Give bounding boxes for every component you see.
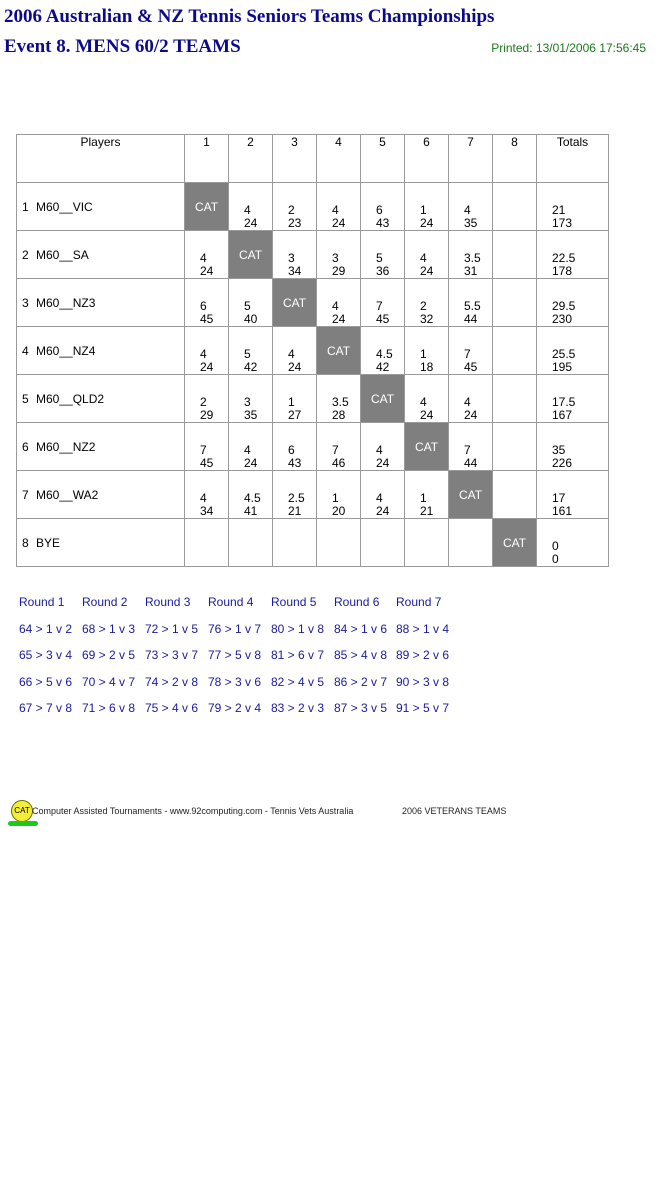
cat-cell [449, 471, 493, 519]
total-score: 0 [552, 539, 559, 553]
result-games: 44 [464, 312, 478, 326]
cat-cell [405, 423, 449, 471]
results-grid [16, 134, 609, 567]
logo-underline [8, 821, 38, 826]
result-games: 24 [464, 408, 478, 422]
result-games: 24 [244, 456, 258, 470]
result-cell [361, 231, 405, 279]
column-header: 2 [229, 135, 273, 183]
player-name: BYE [36, 535, 61, 550]
result-cell [449, 423, 493, 471]
result-cell [185, 519, 229, 567]
result-cell [273, 423, 317, 471]
result-score: 6 [288, 443, 295, 457]
result-cell [185, 423, 229, 471]
result-score: 5.5 [464, 299, 481, 313]
totals-header: Totals [537, 135, 609, 183]
result-cell [317, 423, 361, 471]
result-games: 42 [376, 360, 390, 374]
result-games: 24 [376, 504, 390, 518]
result-score: 4 [200, 251, 207, 265]
match-entry: 69 > 2 v 5 [82, 648, 136, 662]
result-games: 35 [244, 408, 258, 422]
player-cell [17, 471, 185, 519]
total-cell [537, 423, 609, 471]
result-cell [273, 327, 317, 375]
result-score: 4 [332, 299, 339, 313]
result-games: 24 [288, 360, 302, 374]
result-cell [449, 279, 493, 327]
column-header: 7 [449, 135, 493, 183]
table-row [17, 183, 609, 231]
result-score: 4 [464, 203, 471, 217]
page-title: 2006 Australian & NZ Tennis Seniors Teams Championships [4, 6, 495, 27]
result-cell [361, 183, 405, 231]
result-score: 2 [288, 203, 295, 217]
total-cell [537, 231, 609, 279]
result-cell [493, 423, 537, 471]
result-cell [493, 471, 537, 519]
table-row [17, 279, 609, 327]
column-header: 5 [361, 135, 405, 183]
player-cell [17, 183, 185, 231]
result-cell [229, 519, 273, 567]
result-games: 24 [244, 216, 258, 230]
result-cell [405, 231, 449, 279]
total-games: 178 [552, 264, 573, 278]
result-games: 45 [376, 312, 390, 326]
total-score: 35 [552, 443, 566, 457]
total-score: 21 [552, 203, 566, 217]
table-row [17, 471, 609, 519]
result-score: 5 [376, 251, 383, 265]
match-entry: 83 > 2 v 3 [271, 701, 325, 715]
result-cell [493, 279, 537, 327]
result-cell [361, 519, 405, 567]
column-header: 1 [185, 135, 229, 183]
result-cell [493, 183, 537, 231]
result-games: 24 [200, 360, 214, 374]
table-row [17, 375, 609, 423]
cat-label: CAT [458, 488, 483, 502]
total-score: 25.5 [552, 347, 576, 361]
event-title: Event 8. MENS 60/2 TEAMS [4, 36, 241, 57]
result-cell [405, 279, 449, 327]
player-name: M60__WA2 [36, 487, 99, 502]
result-cell [229, 471, 273, 519]
result-cell [361, 279, 405, 327]
match-entry: 87 > 3 v 5 [334, 701, 388, 715]
total-score: 17.5 [552, 395, 576, 409]
result-games: 46 [332, 456, 346, 470]
match-entry: 79 > 2 v 4 [208, 701, 262, 715]
cat-label: CAT [502, 536, 527, 550]
match-entry: 74 > 2 v 8 [145, 674, 199, 689]
result-cell [273, 375, 317, 423]
player-number: 1 [22, 199, 29, 214]
result-games: 31 [464, 264, 478, 278]
result-score: 1 [420, 347, 427, 361]
result-cell [405, 375, 449, 423]
match-entry: 85 > 4 v 8 [334, 648, 388, 662]
result-games: 45 [464, 360, 478, 374]
result-cell [317, 375, 361, 423]
result-cell [317, 183, 361, 231]
cat-cell [273, 279, 317, 327]
result-score: 4.5 [376, 347, 393, 361]
round-header: Round 4 [208, 595, 254, 609]
total-cell [537, 279, 609, 327]
result-score: 4 [376, 443, 383, 457]
match-entry: 64 > 1 v 2 [19, 621, 73, 636]
result-score: 1 [420, 491, 427, 505]
result-games: 24 [200, 264, 214, 278]
match-entry: 66 > 5 v 6 [19, 674, 73, 689]
result-games: 32 [420, 312, 434, 326]
result-score: 7 [200, 443, 207, 457]
total-cell [537, 183, 609, 231]
result-score: 3 [288, 251, 295, 265]
result-games: 40 [244, 312, 258, 326]
result-games: 20 [332, 504, 346, 518]
result-games: 24 [420, 408, 434, 422]
result-games: 24 [420, 264, 434, 278]
result-cell [361, 327, 405, 375]
player-number: 7 [22, 487, 29, 502]
result-score: 2.5 [288, 491, 305, 505]
result-score: 4 [200, 347, 207, 361]
column-header: 6 [405, 135, 449, 183]
match-entry: 81 > 6 v 7 [271, 648, 325, 662]
result-games: 29 [200, 408, 214, 422]
match-entry: 78 > 3 v 6 [208, 674, 262, 689]
result-score: 6 [376, 203, 383, 217]
cat-label: CAT [194, 200, 219, 214]
table-row [17, 231, 609, 279]
match-entry: 86 > 2 v 7 [334, 674, 388, 689]
round-header: Round 7 [396, 595, 442, 609]
result-cell [229, 327, 273, 375]
result-games: 42 [244, 360, 258, 374]
result-cell [185, 375, 229, 423]
result-score: 7 [332, 443, 339, 457]
match-entry: 72 > 1 v 5 [145, 621, 199, 636]
result-cell [449, 375, 493, 423]
player-number: 6 [22, 439, 29, 454]
printed-timestamp: Printed: 13/01/2006 17:56:45 [491, 41, 646, 55]
result-cell [185, 327, 229, 375]
match-entry: 77 > 5 v 8 [208, 648, 262, 662]
result-score: 3.5 [332, 395, 349, 409]
player-name: M60__SA [36, 247, 89, 262]
result-cell [317, 231, 361, 279]
result-cell [405, 471, 449, 519]
result-score: 7 [464, 443, 471, 457]
total-cell [537, 327, 609, 375]
player-name: M60__NZ2 [36, 439, 96, 454]
result-score: 1 [332, 491, 339, 505]
player-cell [17, 231, 185, 279]
result-cell [273, 519, 317, 567]
match-entry: 88 > 1 v 4 [396, 621, 450, 636]
total-cell [537, 519, 609, 567]
player-cell [17, 375, 185, 423]
result-cell [449, 231, 493, 279]
result-games: 36 [376, 264, 390, 278]
column-header: 4 [317, 135, 361, 183]
player-number: 8 [22, 535, 29, 550]
result-games: 24 [420, 216, 434, 230]
result-score: 3.5 [464, 251, 481, 265]
result-score: 4 [288, 347, 295, 361]
result-games: 35 [464, 216, 478, 230]
result-cell [317, 279, 361, 327]
total-cell [537, 375, 609, 423]
player-name: M60__NZ4 [36, 343, 96, 358]
result-score: 4.5 [244, 491, 261, 505]
round-header: Round 3 [145, 595, 191, 609]
cat-cell [493, 519, 537, 567]
total-games: 230 [552, 312, 573, 326]
result-cell [493, 327, 537, 375]
result-games: 34 [200, 504, 214, 518]
result-games: 45 [200, 456, 214, 470]
result-games: 43 [288, 456, 302, 470]
result-cell [449, 183, 493, 231]
player-name: M60__NZ3 [36, 295, 96, 310]
result-score: 4 [244, 203, 251, 217]
cat-label: CAT [370, 392, 395, 406]
match-entry: 70 > 4 v 7 [82, 674, 136, 689]
result-score: 4 [420, 251, 427, 265]
cat-label: CAT [282, 296, 307, 310]
result-cell [273, 231, 317, 279]
total-score: 17 [552, 491, 566, 505]
result-score: 1 [288, 395, 295, 409]
player-number: 3 [22, 295, 29, 310]
result-cell [185, 231, 229, 279]
result-cell [493, 231, 537, 279]
result-score: 6 [200, 299, 207, 313]
total-games: 0 [552, 552, 559, 566]
result-cell [273, 471, 317, 519]
column-header: 3 [273, 135, 317, 183]
round-header: Round 2 [82, 595, 128, 609]
result-games: 44 [464, 456, 478, 470]
result-games: 23 [288, 216, 302, 230]
match-entry: 73 > 3 v 7 [145, 648, 199, 662]
total-games: 173 [552, 216, 573, 230]
result-games: 24 [332, 216, 346, 230]
column-header: 8 [493, 135, 537, 183]
match-entry: 90 > 3 v 8 [396, 674, 450, 689]
result-score: 7 [464, 347, 471, 361]
match-entry: 75 > 4 v 6 [145, 701, 199, 715]
round-header: Round 6 [334, 595, 380, 609]
result-cell [317, 519, 361, 567]
result-games: 24 [332, 312, 346, 326]
table-row [17, 327, 609, 375]
result-score: 3 [244, 395, 251, 409]
total-games: 161 [552, 504, 573, 518]
total-games: 226 [552, 456, 573, 470]
result-score: 4 [200, 491, 207, 505]
cat-cell [185, 183, 229, 231]
player-number: 5 [22, 391, 29, 406]
result-games: 45 [200, 312, 214, 326]
player-number: 2 [22, 247, 29, 262]
footer-tag: 2006 VETERANS TEAMS [402, 806, 507, 816]
match-entry: 71 > 6 v 8 [82, 701, 136, 715]
result-cell [229, 279, 273, 327]
result-games: 34 [288, 264, 302, 278]
round-header: Round 5 [271, 595, 317, 609]
result-games: 41 [244, 504, 258, 518]
result-cell [229, 183, 273, 231]
total-score: 22.5 [552, 251, 576, 265]
footer-credit: Computer Assisted Tournaments - www.92computing.com - Tennis Vets Australia [32, 806, 354, 816]
player-cell [17, 423, 185, 471]
total-cell [537, 471, 609, 519]
match-entry: 82 > 4 v 5 [271, 674, 325, 689]
footer [8, 798, 528, 828]
result-cell [361, 471, 405, 519]
result-cell [185, 279, 229, 327]
player-cell [17, 519, 185, 567]
table-row [17, 519, 609, 567]
result-cell [405, 183, 449, 231]
result-score: 4 [244, 443, 251, 457]
cat-label: CAT [414, 440, 439, 454]
result-games: 21 [288, 504, 302, 518]
total-games: 167 [552, 408, 573, 422]
result-cell [273, 183, 317, 231]
total-games: 195 [552, 360, 573, 374]
result-games: 27 [288, 408, 302, 422]
result-games: 29 [332, 264, 346, 278]
match-entry: 80 > 1 v 8 [271, 621, 325, 636]
player-cell [17, 279, 185, 327]
result-games: 43 [376, 216, 390, 230]
cat-cell [317, 327, 361, 375]
result-cell [449, 519, 493, 567]
result-cell [405, 327, 449, 375]
result-score: 5 [244, 347, 251, 361]
match-entry: 65 > 3 v 4 [19, 648, 73, 662]
result-score: 7 [376, 299, 383, 313]
result-cell [361, 423, 405, 471]
result-cell [405, 519, 449, 567]
result-score: 3 [332, 251, 339, 265]
result-score: 4 [464, 395, 471, 409]
player-number: 4 [22, 343, 29, 358]
cat-label: CAT [238, 248, 263, 262]
result-score: 4 [332, 203, 339, 217]
match-entry: 84 > 1 v 6 [334, 621, 388, 636]
result-cell [493, 375, 537, 423]
match-entry: 76 > 1 v 7 [208, 621, 262, 636]
players-header: Players [17, 135, 185, 183]
result-cell [449, 327, 493, 375]
result-games: 21 [420, 504, 434, 518]
result-score: 5 [244, 299, 251, 313]
cat-cell [361, 375, 405, 423]
total-score: 29.5 [552, 299, 576, 313]
cat-label: CAT [326, 344, 351, 358]
result-cell [317, 471, 361, 519]
result-games: 28 [332, 408, 346, 422]
header-row [17, 135, 609, 183]
result-score: 4 [376, 491, 383, 505]
player-cell [17, 327, 185, 375]
result-cell [229, 423, 273, 471]
result-cell [185, 471, 229, 519]
result-cell [229, 375, 273, 423]
result-games: 24 [376, 456, 390, 470]
result-score: 2 [200, 395, 207, 409]
cat-logo-icon: CAT [11, 800, 33, 822]
cat-cell [229, 231, 273, 279]
match-entry: 91 > 5 v 7 [396, 701, 450, 715]
match-entry: 67 > 7 v 8 [19, 701, 73, 715]
table-row [17, 423, 609, 471]
result-score: 2 [420, 299, 427, 313]
result-score: 4 [420, 395, 427, 409]
player-name: M60__VIC [36, 199, 93, 214]
player-name: M60__QLD2 [36, 391, 105, 406]
round-header: Round 1 [19, 595, 65, 609]
result-games: 18 [420, 360, 434, 374]
match-entry: 89 > 2 v 6 [396, 648, 450, 662]
match-entry: 68 > 1 v 3 [82, 621, 136, 636]
result-score: 1 [420, 203, 427, 217]
